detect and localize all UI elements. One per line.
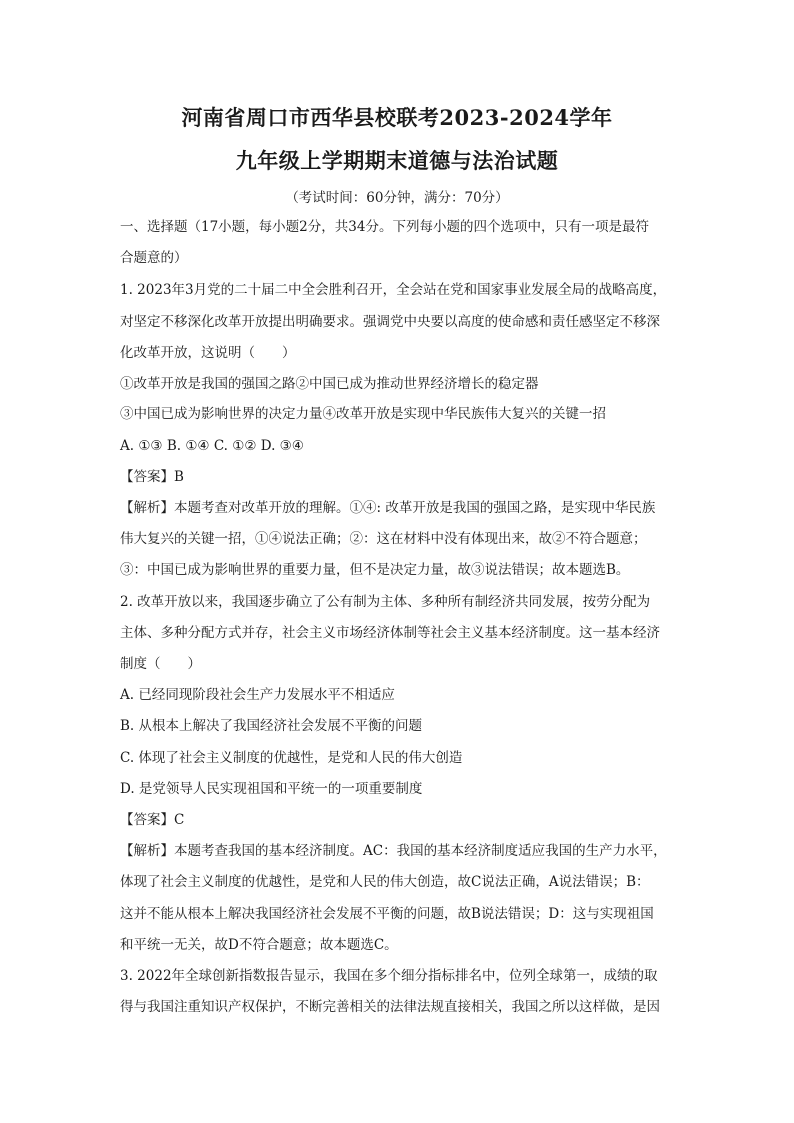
section-heading-cont: 合题意的） xyxy=(120,250,188,266)
q2-option-d: D. 是党领导人民实现祖国和平统一的一项重要制度 xyxy=(120,781,423,797)
q1-item-line1: ①改革开放是我国的强国之路②中国已成为推动世界经济增长的稳定器 xyxy=(120,376,539,392)
q2-stem-line2: 主体、多种分配方式并存，社会主义市场经济体制等社会主义基本经济制度。这一基本经济 xyxy=(120,625,660,641)
exam-info: （考试时间：60分钟，满分：70分） xyxy=(285,190,509,206)
q1-answer: 【答案】B xyxy=(120,469,184,485)
q1-stem-line2: 对坚定不移深化改革开放提出明确要求。强调党中央要以高度的使命感和责任感坚定不移深 xyxy=(120,314,660,330)
q2-analysis-line4: 和平统一无关，故D不符合题意；故本题选C。 xyxy=(120,937,398,953)
section-heading: 一、选择题（17小题，每小题2分，共34分。下列每小题的四个选项中，只有一项是最符 xyxy=(120,219,649,235)
q1-stem-line1: 1. 2023年3月党的二十届二中全会胜利召开，全会站在党和国家事业发展全局的战略高度， xyxy=(120,282,667,298)
q1-stem-line3: 化改革开放，这说明（ ） xyxy=(120,345,296,361)
q2-stem-line1: 2. 改革开放以来，我国逐步确立了公有制为主体、多种所有制经济共同发展，按劳分配为 xyxy=(120,594,651,610)
q1-analysis-line2: 伟大复兴的关键一招，①④说法正确；②：这在材料中没有体现出来，故②不符合题意； xyxy=(120,531,647,547)
q2-analysis-line3: 这并不能从根本上解决我国经济社会发展不平衡的问题，故B说法错误；D：这与实现祖国 xyxy=(120,906,654,922)
q2-option-a: A. 已经同现阶段社会生产力发展水平不相适应 xyxy=(120,687,395,703)
q3-stem-line2: 得与我国注重知识产权保护，不断完善相关的法律法规直接相关，我国之所以这样做，是因 xyxy=(120,999,660,1015)
document-title-line1: 河南省周口市西华县校联考2023-2024学年 xyxy=(181,105,613,130)
q1-analysis-line1: 【解析】本题考查对改革开放的理解。①④: 改革开放是我国的强国之路，是实现中华民族 xyxy=(120,500,656,516)
q1-options: A. ①③ B. ①④ C. ①② D. ③④ xyxy=(120,438,304,454)
q3-stem-line1: 3. 2022年全球创新指数报告显示，我国在多个细分指标排名中，位列全球第一，成绩的取 xyxy=(120,968,658,984)
q2-answer: 【答案】C xyxy=(120,812,185,828)
q1-analysis-line3: ③：中国已成为影响世界的重要力量，但不是决定力量，故③说法错误；故本题选B。 xyxy=(120,562,630,578)
q2-analysis-line1: 【解析】本题考查我国的基本经济制度。AC：我国的基本经济制度适应我国的生产力水平， xyxy=(120,843,667,859)
document-title-line2: 九年级上学期期末道德与法治试题 xyxy=(235,148,559,173)
q2-option-c: C. 体现了社会主义制度的优越性，是党和人民的伟大创造 xyxy=(120,750,463,766)
q2-analysis-line2: 体现了社会主义制度的优越性，是党和人民的伟大创造，故C说法正确，A说法错误；B： xyxy=(120,874,650,890)
q2-stem-line3: 制度（ ） xyxy=(120,656,201,672)
q1-item-line2: ③中国已成为影响世界的决定力量④改革开放是实现中华民族伟大复兴的关键一招 xyxy=(120,406,606,422)
q2-option-b: B. 从根本上解决了我国经济社会发展不平衡的问题 xyxy=(120,718,423,734)
